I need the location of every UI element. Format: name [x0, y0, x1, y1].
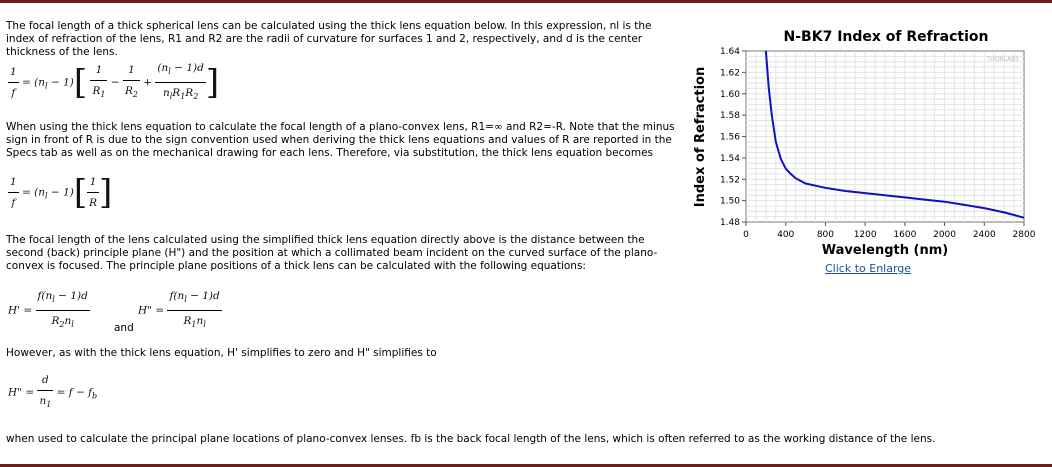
x-axis-label: Wavelength (nm) — [821, 243, 949, 258]
x-tick-label: 1200 — [853, 230, 877, 240]
however-paragraph: However, as with the thick lens equation, H' simplifies to zero and H" simplifies to — [6, 347, 437, 359]
plano-convex-paragraph: When using the thick lens equation to calculate the focal length of a plano-convex lens, R1=∞ and R2=-R. Note that the minus sign in front of R is due to the sign convention used when deriving the thick lens equations and values of R are reported in the Specs tab as well as on the mechanical drawing for each lens. Therefore, via substitution, the thick lens equation becomes — [6, 121, 675, 159]
final-paragraph: when used to calculate the principal plane locations of plano-convex lenses. fb is the back focal length of the lens, which is often referred to as the working distance of the lens. — [6, 433, 936, 445]
top-border — [0, 0, 1052, 3]
x-tick-label: 800 — [816, 230, 835, 240]
x-tick-label: 2000 — [933, 230, 957, 240]
y-tick-label: 1.62 — [719, 68, 740, 79]
x-tick-labels — [743, 230, 1036, 240]
x-tick-label: 400 — [777, 230, 795, 240]
y-tick-label: 1.54 — [719, 153, 740, 164]
y-tick-label: 1.52 — [719, 175, 740, 186]
click-to-enlarge-link[interactable]: Click to Enlarge — [825, 262, 912, 275]
y-tick-label: 1.48 — [719, 218, 740, 228]
x-tick-label: 2800 — [1012, 230, 1036, 240]
y-tick-label: 1.56 — [719, 132, 740, 143]
y-axis-label: Index of Refraction — [693, 66, 708, 208]
y-tick-label: 1.50 — [719, 196, 740, 207]
refraction-chart — [686, 22, 1046, 262]
h-double-prime-simplified: H" = $\frac{d}{n_1}$ = $f - f_b$ — [8, 370, 97, 415]
h-double-prime-equation: H" = $\frac{f(n_l - 1)d}{R_1n_l}$ — [138, 286, 222, 335]
principal-plane-paragraph: The focal length of the lens calculated using the simplified thick lens equation directly above is the distance between the second (back) principle plane (H") and the position at which a collimated beam incident on the curved surface of the plano-convex is focused. The principle plane positions of a thick lens can be calculated with the following equations: — [6, 234, 658, 272]
h-prime-equation: H' = $\frac{f(n_l - 1)d}{R_2n_l}$ — [8, 286, 90, 335]
x-tick-label: 1600 — [893, 230, 917, 240]
y-tick-label: 1.64 — [719, 47, 740, 57]
simplified-equation: $\frac{1}{f}$ = $(n_l - 1)$[ $\frac{1}{R}$ ] — [10, 172, 113, 213]
y-tick-label: 1.60 — [719, 89, 740, 100]
y-tick-labels — [720, 47, 740, 228]
watermark: THORLABS — [986, 56, 1019, 63]
thick-lens-equation: $\frac{1}{f}$ = $(n_l - 1)$[ $\frac{1}{R_1}$ − $\frac{1}{R_2}$ + $\frac{(n_l - 1)d}{n_lR_1R_2}$ ] — [8, 58, 219, 107]
x-tick-label: 2400 — [972, 230, 996, 240]
y-tick-label: 1.58 — [719, 111, 740, 122]
and-text: and — [114, 322, 134, 334]
x-tick-label: 0 — [743, 230, 749, 240]
chart-title: N-BK7 Index of Refraction — [783, 29, 989, 45]
intro-paragraph: The focal length of a thick spherical lens can be calculated using the thick lens equation below. In this expression, nl is the index of refraction of the lens, R1 and R2 are the radii of curvature for surfaces 1 and 2, respectively, and d is the center thickness of the lens. — [6, 20, 652, 58]
